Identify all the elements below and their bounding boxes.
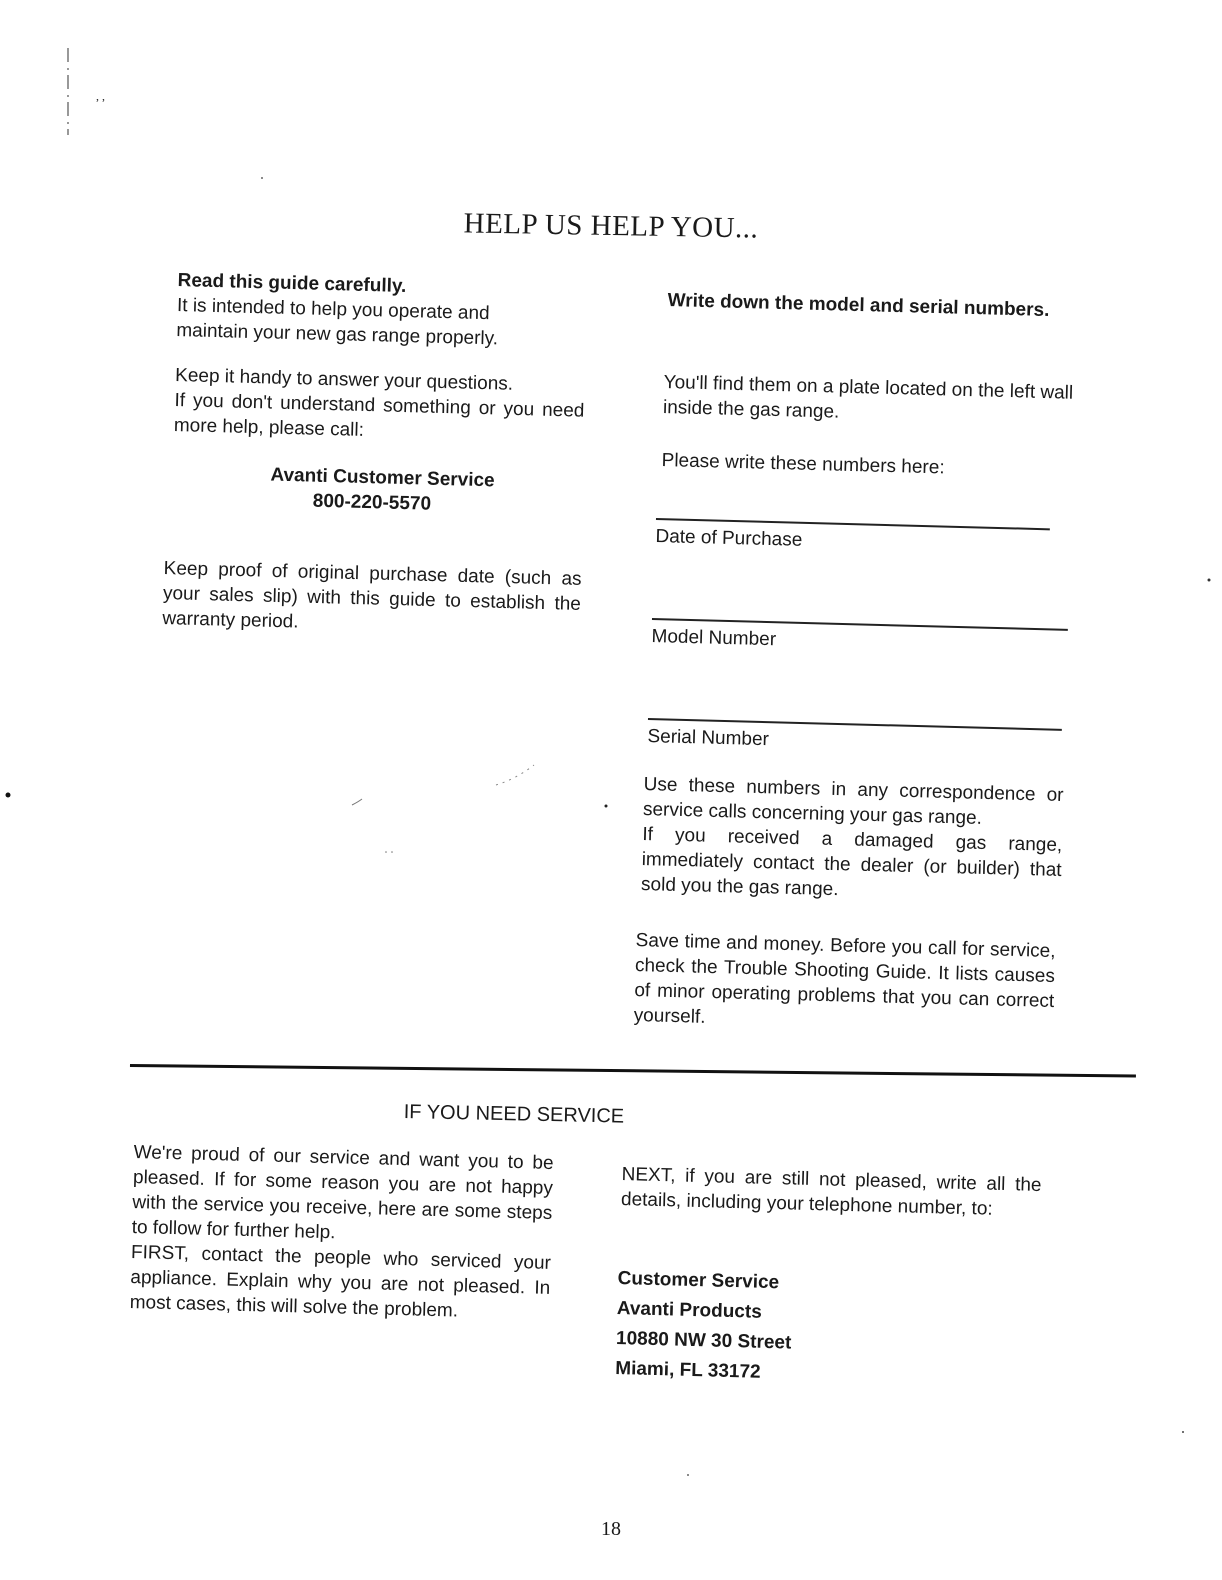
- use-numbers-paragraph: Use these numbers in any correspondence or service calls concerning your gas range.: [642, 773, 1064, 829]
- address-line: Miami, FL 33172: [614, 1357, 761, 1383]
- save-time-paragraph: Save time and money. Before you call for service, check the Trouble Shooting Guide. It lists causes of minor operating problems that you can correct yourself.: [633, 929, 1056, 1028]
- address-line: Customer Service: [617, 1267, 780, 1294]
- date-of-purchase-field[interactable]: [655, 518, 1050, 559]
- correspondence-block: [641, 772, 1064, 908]
- model-number-field[interactable]: [651, 618, 1068, 660]
- numbers-prompt: Please write these numbers here:: [661, 449, 945, 479]
- keep-handy-text: Keep it handy to answer your questions.: [174, 364, 514, 395]
- svg-text:, ,: , ,: [96, 89, 105, 103]
- page-number: 18: [601, 1518, 621, 1540]
- right-column: [667, 288, 1088, 324]
- field-label: Serial Number: [647, 725, 770, 751]
- address-line: 10880 NW 30 Street: [615, 1327, 792, 1354]
- location-paragraph: You'll find them on a plate located on the left wall inside the gas range.: [662, 371, 1074, 423]
- write-down-heading: Write down the model and serial numbers.: [667, 289, 1050, 321]
- service-name: Avanti Customer Service: [270, 464, 495, 492]
- damaged-paragraph: If you received a damaged gas range, immediately contact the dealer (or builder) that sold you the gas range.: [640, 823, 1063, 901]
- field-label: Date of Purchase: [655, 525, 803, 551]
- next-step-paragraph: NEXT, if you are still not pleased, write all the details, including your telephone number, to:: [620, 1163, 1042, 1220]
- first-step-paragraph: FIRST, contact the people who serviced your appliance. Explain why you are not pleased. In most cases, this will solve the problem.: [129, 1241, 552, 1322]
- service-heading: IF YOU NEED SERVICE: [403, 1100, 625, 1128]
- read-guide-heading: Read this guide carefully.: [177, 269, 407, 297]
- section-divider: [130, 1064, 1136, 1078]
- mailing-address: [615, 1264, 918, 1392]
- page-title: HELP US HELP YOU...: [463, 207, 759, 245]
- service-left-column: [129, 1140, 553, 1326]
- left-column: [172, 268, 588, 521]
- address-line: Avanti Products: [616, 1297, 763, 1323]
- field-label: Model Number: [651, 625, 777, 651]
- service-phone: 800-220-5570: [312, 490, 432, 515]
- service-intro-paragraph: We're proud of our service and want you to be pleased. If for some reason you are not happy with the service you receive, here are some steps to follow for further help.: [131, 1141, 554, 1244]
- call-paragraph: If you don't understand something or you need more help, please call:: [173, 389, 585, 441]
- proof-paragraph: Keep proof of original purchase date (such as your sales slip) with this guide to establish the warranty period.: [162, 557, 582, 633]
- intro-paragraph: It is intended to help you operate and maintain your new gas range properly.: [176, 294, 499, 350]
- serial-number-field[interactable]: [647, 718, 1062, 760]
